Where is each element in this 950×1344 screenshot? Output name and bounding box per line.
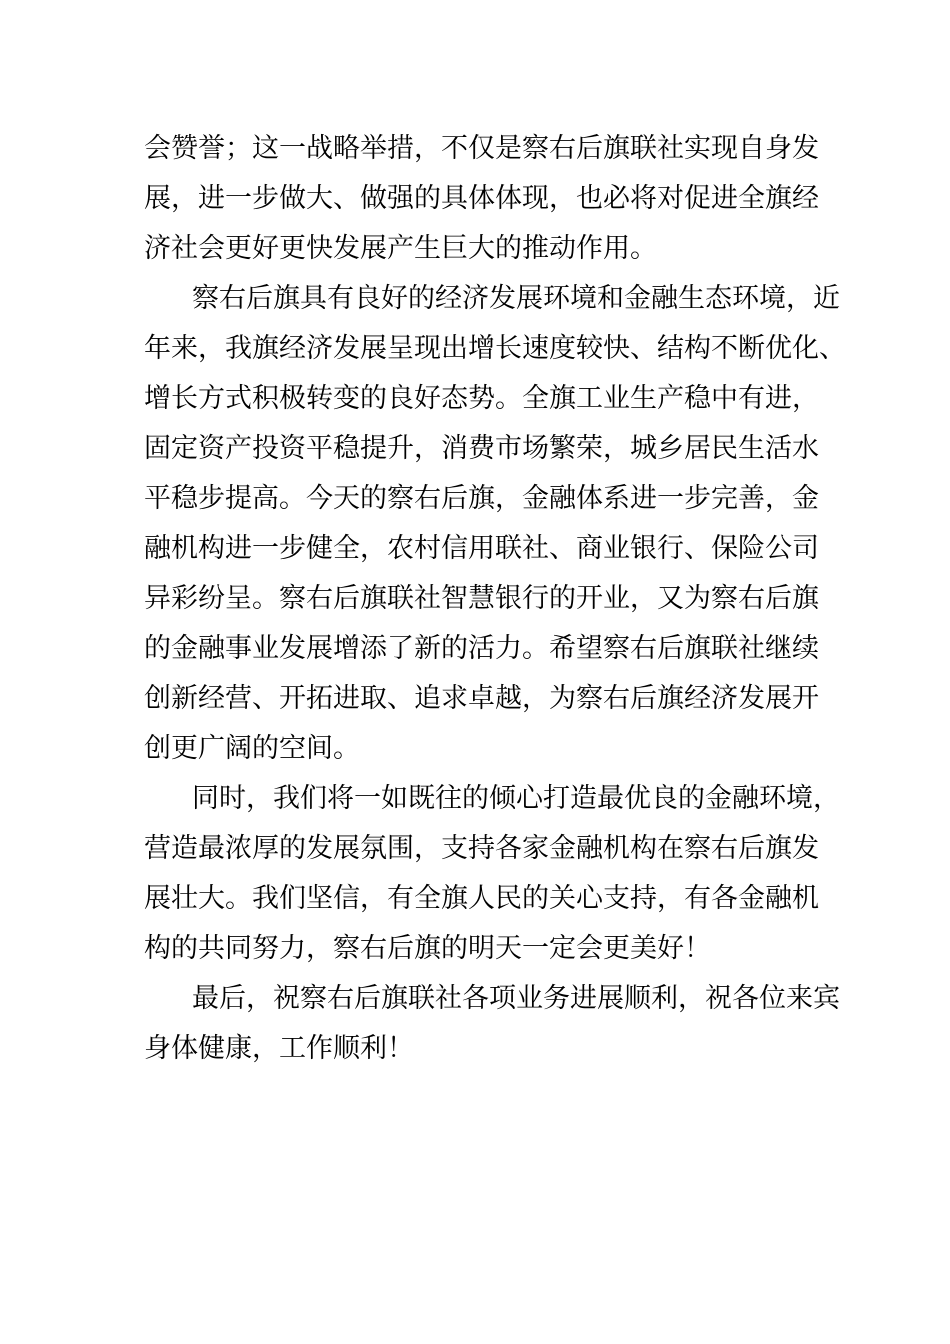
text-line: 异彩纷呈。察右后旗联社智慧银行的开业，又为察右后旗: [144, 583, 819, 614]
text-line: 平稳步提高。今天的察右后旗，金融体系进一步完善，金: [144, 483, 819, 514]
text-line: 济社会更好更快发展产生巨大的推动作用。: [144, 233, 657, 264]
text-line: 增长方式积极转变的良好态势。全旗工业生产稳中有进，: [144, 383, 819, 414]
text-line: 会赞誉；这一战略举措，不仅是察右后旗联社实现自身发: [144, 133, 819, 164]
text-line: 展，进一步做大、做强的具体体现，也必将对促进全旗经: [144, 183, 819, 214]
text-line: 的金融事业发展增添了新的活力。希望察右后旗联社继续: [144, 633, 819, 664]
text-line: 融机构进一步健全，农村信用联社、商业银行、保险公司: [144, 533, 819, 564]
paragraph-first-line: 同时，我们将一如既往的倾心打造最优良的金融环境，: [192, 783, 840, 814]
text-line: 展壮大。我们坚信，有全旗人民的关心支持，有各金融机: [144, 883, 819, 914]
text-line: 营造最浓厚的发展氛围，支持各家金融机构在察右后旗发: [144, 833, 819, 864]
paragraph-first-line: 最后，祝察右后旗联社各项业务进展顺利，祝各位来宾: [192, 983, 840, 1014]
text-line: 身体健康，工作顺利！: [144, 1033, 414, 1064]
text-line: 年来，我旗经济发展呈现出增长速度较快、结构不断优化、: [144, 333, 846, 364]
text-line: 构的共同努力，察右后旗的明天一定会更美好！: [144, 933, 711, 964]
paragraph-first-line: 察右后旗具有良好的经济发展环境和金融生态环境，近: [192, 283, 840, 314]
text-line: 创更广阔的空间。: [144, 733, 360, 764]
text-line: 创新经营、开拓进取、追求卓越，为察右后旗经济发展开: [144, 683, 819, 714]
text-line: 固定资产投资平稳提升，消费市场繁荣，城乡居民生活水: [144, 433, 819, 464]
